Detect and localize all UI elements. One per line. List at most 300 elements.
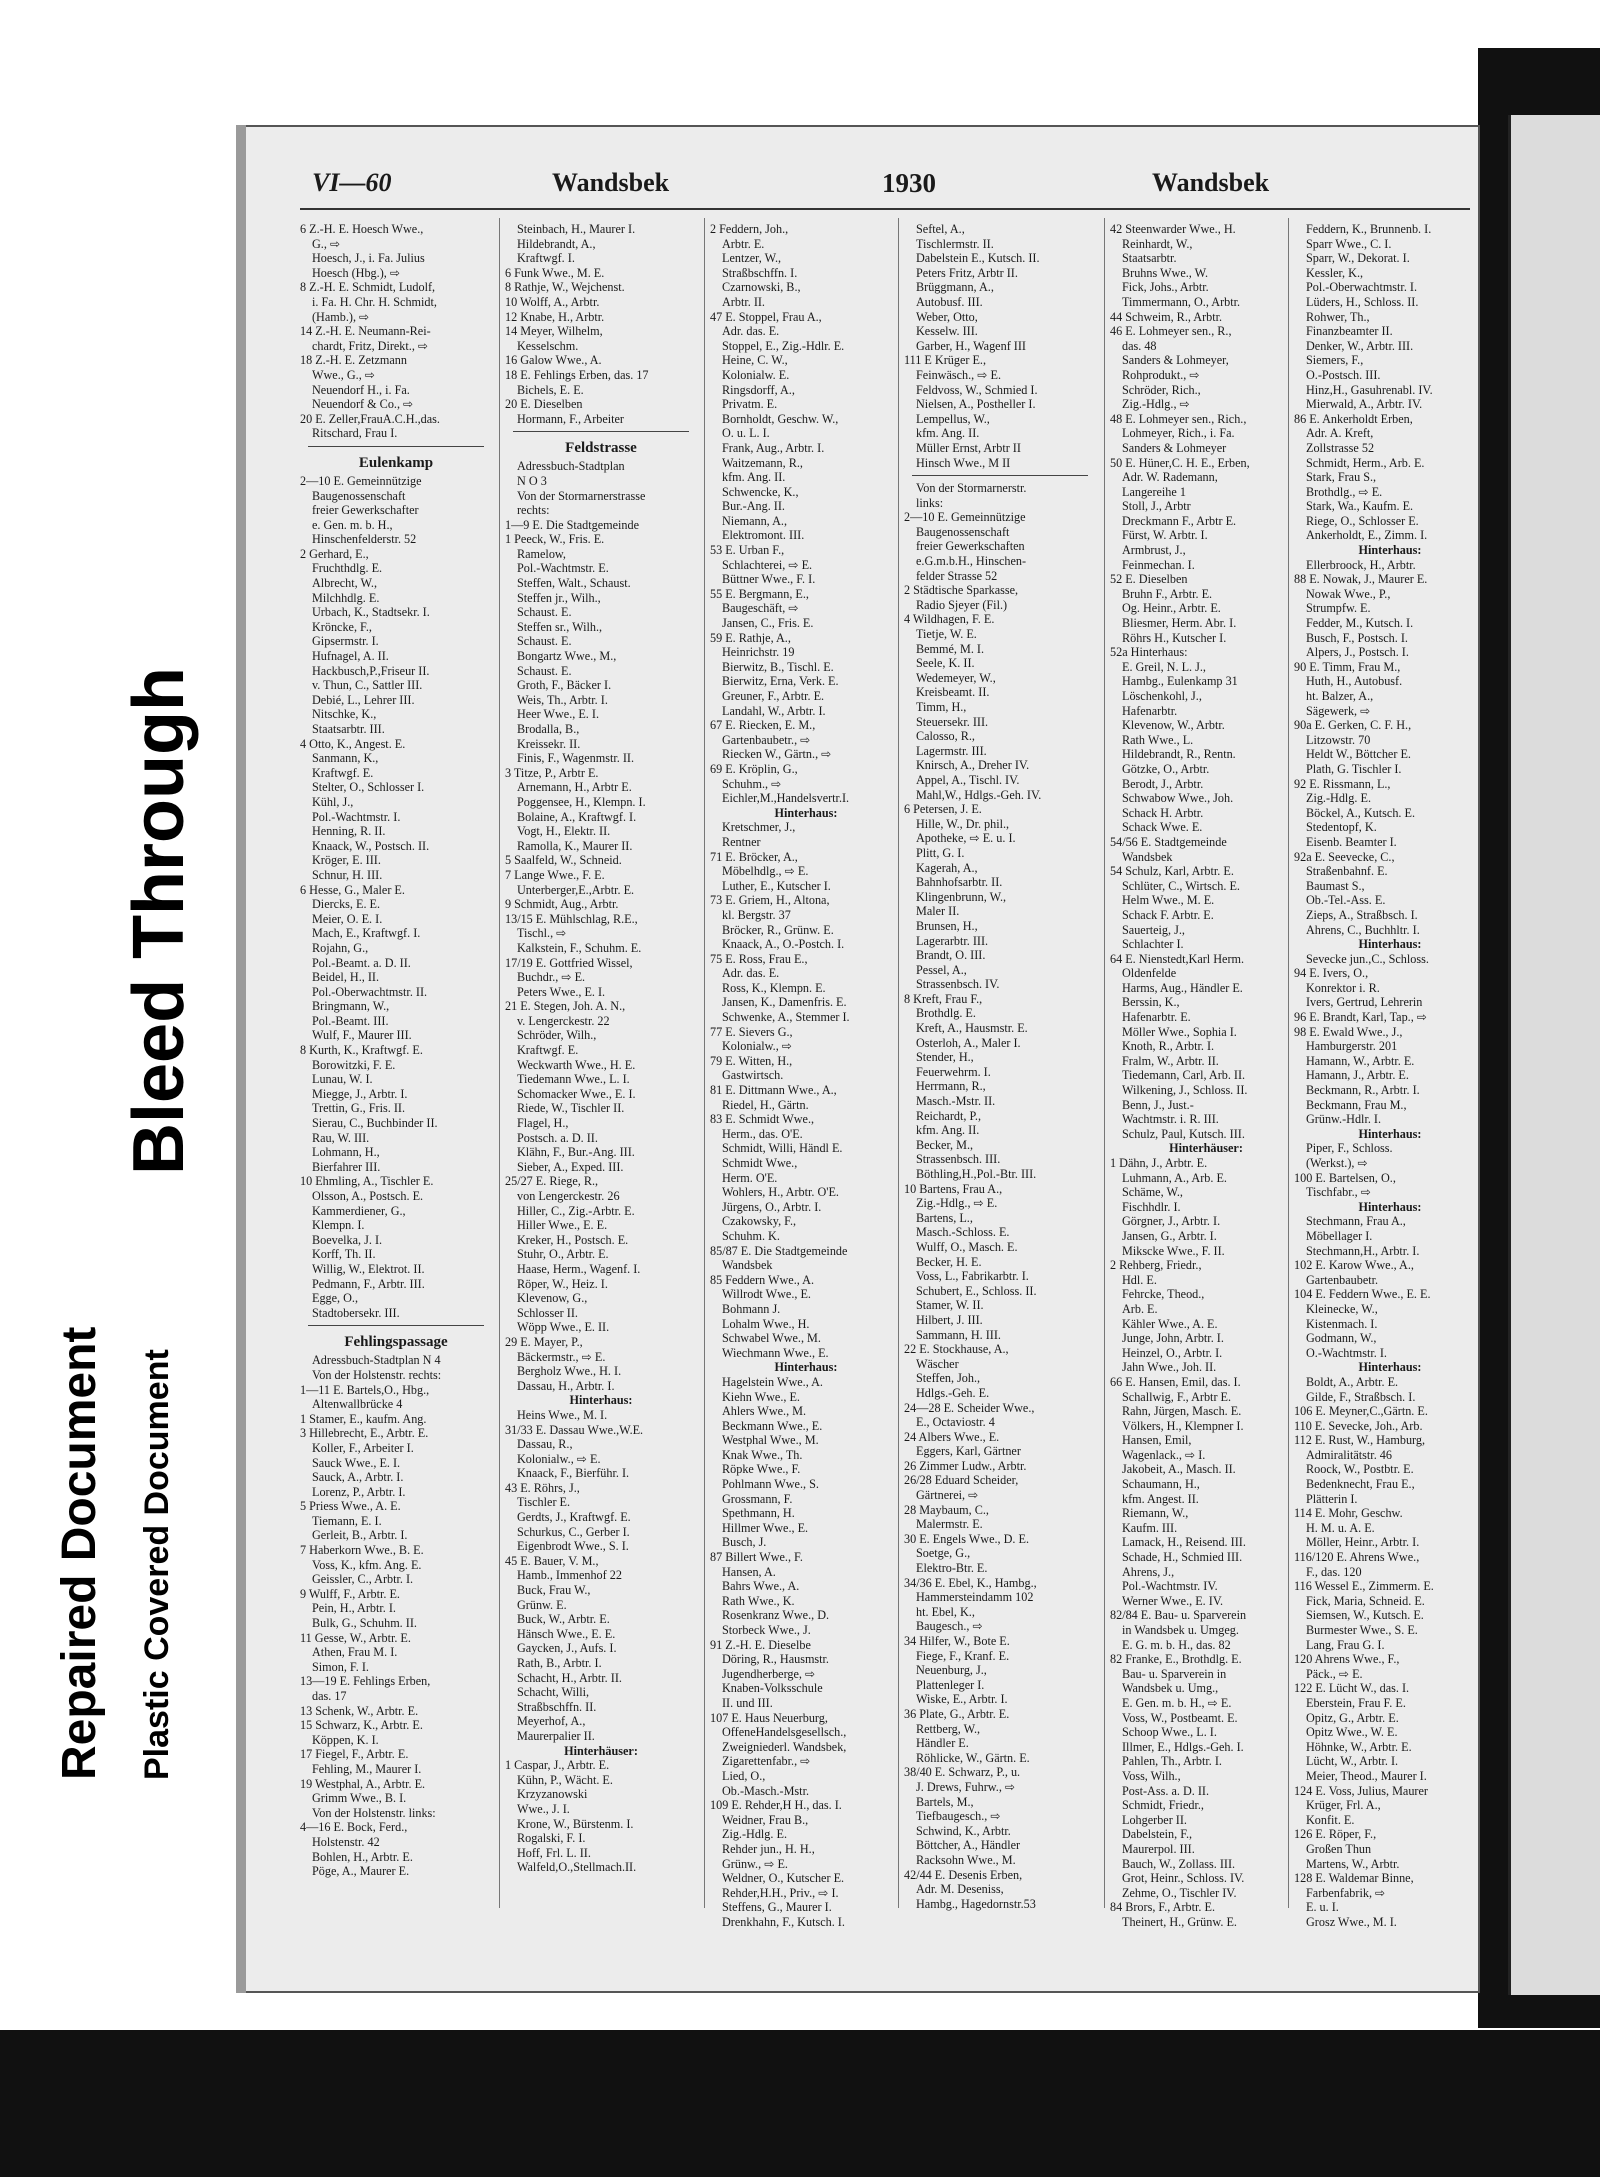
directory-entry: 53 E. Urban F., bbox=[710, 543, 785, 558]
directory-entry: Tiefbaugesch., ⇨ bbox=[916, 1809, 1001, 1824]
directory-entry: Luhmann, A., Arb. E. bbox=[1122, 1170, 1227, 1185]
directory-entry: Schäme, W., bbox=[1122, 1185, 1183, 1200]
section-divider bbox=[308, 446, 484, 447]
directory-entry: Schlosser II. bbox=[517, 1305, 578, 1320]
directory-entry: Adr. das. E. bbox=[722, 966, 780, 981]
directory-entry: Adr. A. Kreft, bbox=[1306, 426, 1374, 441]
directory-entry: Pohlmann Wwe., S. bbox=[722, 1477, 819, 1492]
directory-entry: Westphal Wwe., M. bbox=[722, 1433, 819, 1448]
directory-entry: O. u. L. I. bbox=[722, 426, 770, 441]
directory-entry: Tischler E. bbox=[517, 1495, 571, 1510]
directory-entry: Bolaine, A., Kraftwgf. I. bbox=[517, 809, 637, 824]
directory-entry: das. 17 bbox=[312, 1689, 347, 1703]
directory-entry: Hänsch Wwe., E. E. bbox=[517, 1626, 616, 1641]
directory-entry: Schoop Wwe., L. I. bbox=[1122, 1725, 1217, 1740]
directory-entry: 104 E. Feddern Wwe., E. E. bbox=[1294, 1287, 1431, 1302]
directory-entry: Hildebrandt, A., bbox=[517, 236, 596, 251]
directory-entry: Eichler,M.,Handelsvertr.I. bbox=[722, 791, 850, 806]
section-divider bbox=[308, 1325, 484, 1326]
directory-entry: Werner Wwe., E. IV. bbox=[1122, 1593, 1224, 1608]
directory-entry: v. Thun, C., Sattler III. bbox=[312, 678, 423, 693]
directory-entry: Lang, Frau G. I. bbox=[1306, 1637, 1385, 1652]
directory-entry: Wagenlack., ⇨ I. bbox=[1122, 1447, 1206, 1462]
directory-entry: Schaust. E. bbox=[517, 634, 572, 649]
directory-entry: Herrmann, R., bbox=[916, 1079, 986, 1094]
directory-entry: felder Strasse 52 bbox=[916, 568, 998, 583]
directory-entry: Opitz, G., Arbtr. E. bbox=[1306, 1710, 1399, 1725]
directory-entry: Schmidt Wwe., bbox=[722, 1156, 798, 1170]
directory-entry: Pol.-Wachtmstr. I. bbox=[312, 809, 401, 824]
directory-entry: Tischl., ⇨ bbox=[517, 926, 567, 941]
directory-entry: 8 Kreft, Frau F., bbox=[904, 991, 983, 1006]
directory-entry: 10 Wolff, A., Arbtr. bbox=[505, 294, 600, 309]
directory-entry: Hamburgerstr. 201 bbox=[1306, 1039, 1398, 1054]
directory-entry: Willrodt Wwe., E. bbox=[722, 1287, 811, 1302]
street-heading: Feldstrasse bbox=[565, 440, 637, 457]
directory-entry: (Werkst.), ⇨ bbox=[1306, 1156, 1368, 1170]
directory-entry: 96 E. Brandt, Karl, Tap., ⇨ bbox=[1294, 1010, 1428, 1025]
directory-entry: Sammann, H. III. bbox=[916, 1327, 1001, 1342]
directory-entry: 75 E. Ross, Frau E., bbox=[710, 951, 808, 966]
directory-entry: Rath Wwe., L. bbox=[1122, 732, 1194, 747]
directory-entry: Bliesmer, Herm. Abr. I. bbox=[1122, 616, 1237, 631]
directory-entry: Fiege, F., Kranf. E. bbox=[916, 1648, 1010, 1663]
directory-entry: Weber, Otto, bbox=[916, 309, 978, 324]
directory-entry: freier Gewerkschafter bbox=[312, 503, 419, 518]
directory-entry: Arbtr. II. bbox=[722, 294, 765, 309]
directory-entry: Hille, W., Dr. phil., bbox=[916, 816, 1010, 831]
directory-entry: Arnemann, H., Arbtr E. bbox=[517, 780, 632, 795]
directory-entry: Sanders & Lohmeyer bbox=[1122, 440, 1227, 455]
directory-entry: Buck, Frau W., bbox=[517, 1583, 591, 1598]
directory-entry: Schaumann, H., bbox=[1122, 1477, 1200, 1492]
directory-entry: Bohlen, H., Arbtr. E. bbox=[312, 1849, 413, 1864]
directory-entry: 1 Stamer, E., kaufm. Ang. bbox=[300, 1411, 427, 1426]
directory-entry: Pol.-Beamt. III. bbox=[312, 1013, 389, 1028]
directory-entry: Osterloh, A., Maler I. bbox=[916, 1035, 1021, 1050]
directory-entry: Maler II. bbox=[916, 904, 960, 919]
directory-entry: Schwabow Wwe., Joh. bbox=[1122, 791, 1234, 806]
directory-entry: Voss, L., Fabrikarbtr. I. bbox=[916, 1269, 1029, 1284]
directory-entry: 8 Z.-H. E. Schmidt, Ludolf, bbox=[300, 280, 436, 295]
directory-entry: 90a E. Gerken, C. F. H., bbox=[1294, 718, 1412, 733]
directory-entry: 4—16 E. Bock, Ferd., bbox=[300, 1820, 408, 1835]
directory-entry: (Hamb.), ⇨ bbox=[312, 309, 370, 324]
directory-entry: Eberstein, Frau F. E. bbox=[1306, 1695, 1406, 1710]
directory-entry: Post-Ass. a. D. II. bbox=[1122, 1783, 1210, 1798]
directory-entry: Wedemeyer, W., bbox=[916, 670, 996, 685]
directory-entry: Trettin, G., Fris. II. bbox=[312, 1101, 405, 1116]
directory-entry: Lüders, H., Schloss. II. bbox=[1306, 294, 1419, 309]
directory-entry: Sauerteig, J., bbox=[1122, 922, 1185, 937]
directory-entry: Nitschke, K., bbox=[312, 707, 377, 722]
directory-entry: Reichardt, P., bbox=[916, 1108, 981, 1123]
directory-entry: Steuersekr. III. bbox=[916, 714, 989, 729]
directory-entry: Hiller, C., Zig.-Arbtr. E. bbox=[517, 1203, 635, 1218]
directory-entry: Kreker, H., Postsch. E. bbox=[517, 1232, 629, 1247]
directory-entry: Haase, Herm., Wagenf. I. bbox=[517, 1261, 641, 1276]
directory-entry: e.G.m.b.H., Hinschen- bbox=[916, 554, 1027, 569]
directory-entry: Arb. E. bbox=[1122, 1301, 1158, 1316]
directory-entry: Rojahn, G., bbox=[312, 940, 369, 955]
directory-entry: 6 Funk Wwe., M. E. bbox=[505, 265, 605, 280]
directory-entry: Milchhdlg. E. bbox=[312, 590, 380, 605]
directory-entry: Lamack, H., Reisend. III. bbox=[1122, 1535, 1246, 1550]
directory-entry: Stuhr, O., Arbtr. E. bbox=[517, 1247, 609, 1262]
directory-entry: Simon, F. I. bbox=[312, 1659, 369, 1674]
directory-entry: 77 E. Sievers G., bbox=[710, 1024, 793, 1039]
directory-entry: Krüger, Frl. A., bbox=[1306, 1798, 1381, 1813]
directory-entry: Borowitzki, F. E. bbox=[312, 1057, 396, 1072]
directory-column-4 bbox=[904, 222, 1096, 1911]
directory-entry: Neuendorf & Co., ⇨ bbox=[312, 397, 414, 412]
directory-entry: Mikscke Wwe., F. II. bbox=[1122, 1243, 1225, 1258]
directory-entry: Wwe., J. I. bbox=[517, 1801, 570, 1816]
directory-entry: Sparr, W., Dekorat. I. bbox=[1306, 251, 1410, 266]
directory-entry: Luther, E., Kutscher I. bbox=[722, 878, 831, 893]
directory-entry: 114 E. Mohr, Geschw. bbox=[1294, 1506, 1403, 1521]
directory-entry: Heinrichstr. 19 bbox=[722, 645, 795, 660]
directory-entry: Fick, Maria, Schneid. E. bbox=[1306, 1593, 1425, 1608]
directory-entry: Schaust. E. bbox=[517, 663, 572, 678]
directory-entry: Händler E. bbox=[916, 1736, 969, 1751]
directory-entry: Baugenossenschaft bbox=[312, 488, 406, 503]
directory-entry: Schlachter I. bbox=[1122, 937, 1184, 952]
directory-entry: Gilde, F., Straßbsch. I. bbox=[1306, 1389, 1416, 1404]
directory-entry: Finanzbeamter II. bbox=[1306, 324, 1393, 339]
directory-entry: Timmermann, O., Arbtr. bbox=[1122, 294, 1241, 309]
directory-entry: Schubert, E., Schloss. II. bbox=[916, 1283, 1037, 1298]
directory-entry: Kraftwgf. E. bbox=[312, 765, 374, 780]
header-right-title: Wandsbek bbox=[1152, 168, 1270, 197]
directory-entry: Stadtobersekr. III. bbox=[312, 1305, 400, 1320]
directory-entry: 18 E. Fehlings Erben, das. 17 bbox=[505, 367, 649, 382]
directory-entry: Becker, M., bbox=[916, 1137, 974, 1152]
directory-entry: Bruhns Wwe., W. bbox=[1122, 265, 1209, 280]
directory-entry: Tiedemann, Carl, Arb. II. bbox=[1122, 1068, 1246, 1083]
directory-entry: Drenkhahn, F., Kutsch. I. bbox=[722, 1914, 845, 1929]
directory-entry: 120 Ahrens Wwe., F., bbox=[1294, 1652, 1400, 1667]
directory-entry: Pol.-Wachtmstr. IV. bbox=[1122, 1579, 1218, 1594]
directory-entry: 7 Lange Wwe., F. E. bbox=[505, 867, 605, 882]
directory-entry: Hambg., Hagedornstr.53 bbox=[916, 1896, 1036, 1911]
directory-entry: Gerleit, B., Arbtr. I. bbox=[312, 1528, 408, 1543]
directory-entry: Wäscher bbox=[916, 1356, 959, 1371]
subsection-heading: Hinterhäuser: bbox=[1169, 1141, 1243, 1156]
directory-entry: Junge, John, Arbtr. I. bbox=[1122, 1331, 1224, 1346]
directory-entry: 106 E. Meyner,C.,Gärtn. E. bbox=[1294, 1404, 1428, 1419]
directory-entry: Berodt, J., Arbtr. bbox=[1122, 776, 1204, 791]
directory-entry: Schröder, Wilh., bbox=[517, 1028, 597, 1043]
directory-entry: Zweigniederl. Wandsbek, bbox=[722, 1739, 847, 1754]
directory-entry: Voss, Wilh., bbox=[1122, 1768, 1181, 1783]
directory-entry: Hufnagel, A. II. bbox=[312, 649, 389, 664]
directory-entry: 52 E. Dieselben bbox=[1110, 572, 1188, 587]
directory-entry: Kammerdiener, G., bbox=[312, 1203, 406, 1218]
directory-entry: Wiske, E., Arbtr. I. bbox=[916, 1692, 1008, 1707]
column-divider bbox=[1288, 218, 1289, 1908]
directory-entry: Knaben-Volksschule bbox=[722, 1681, 823, 1696]
directory-entry: 26/28 Eduard Scheider, bbox=[904, 1473, 1019, 1488]
directory-entry: 13 Schenk, W., Arbtr. E. bbox=[300, 1703, 419, 1718]
directory-entry: Privatm. E. bbox=[722, 397, 778, 412]
directory-entry: Bröcker, R., Grünw. E. bbox=[722, 922, 834, 937]
directory-entry: Rath, B., Arbtr. I. bbox=[517, 1656, 602, 1670]
directory-entry: 10 Bartens, Frau A., bbox=[904, 1181, 1003, 1196]
directory-entry: 69 E. Kröplin, G., bbox=[710, 761, 798, 776]
directory-entry: Brüggmann, A., bbox=[916, 280, 994, 295]
directory-entry: Stark, Frau S., bbox=[1306, 470, 1377, 485]
directory-entry: Calosso, R., bbox=[916, 729, 975, 744]
directory-entry: Langereihe 1 bbox=[1122, 484, 1186, 499]
directory-entry: 55 E. Bergmann, E., bbox=[710, 586, 809, 601]
directory-entry: 6 Petersen, J. E. bbox=[904, 802, 982, 817]
directory-entry: Knaack, F., Bierführ. I. bbox=[517, 1466, 630, 1481]
directory-entry: Steffen jr., Wilh., bbox=[517, 590, 601, 605]
directory-entry: Farbenfabrik, ⇨ bbox=[1306, 1885, 1386, 1900]
directory-entry: Kraftwgf. E. bbox=[517, 1043, 579, 1058]
directory-entry: 126 E. Röper, F., bbox=[1294, 1827, 1377, 1842]
directory-entry: Boevelka, J. I. bbox=[312, 1232, 383, 1247]
directory-entry: Schmidt, Herm., Arb. E. bbox=[1306, 455, 1425, 470]
directory-entry: Holstenstr. 42 bbox=[312, 1834, 380, 1849]
directory-entry: Adressbuch-Stadtplan N 4 bbox=[312, 1353, 441, 1368]
directory-entry: 66 E. Hansen, Emil, das. I. bbox=[1110, 1374, 1241, 1389]
directory-entry: Mach, E., Kraftwgf. I. bbox=[312, 926, 421, 941]
directory-entry: Krone, W., Bürstenm. I. bbox=[517, 1816, 634, 1831]
header-rule bbox=[300, 208, 1470, 210]
directory-entry: Wulf, F., Maurer III. bbox=[312, 1028, 412, 1043]
directory-entry: J. Drews, Fuhrw., ⇨ bbox=[916, 1779, 1016, 1794]
directory-entry: Miegge, J., Arbtr. I. bbox=[312, 1086, 408, 1101]
directory-entry: Fick, Johs., Arbtr. bbox=[1122, 280, 1209, 295]
directory-entry: Voss, W., Postbeamt. E. bbox=[1122, 1710, 1238, 1725]
directory-entry: Tischfabr., ⇨ bbox=[1306, 1185, 1371, 1200]
directory-entry: Böttcher, A., Händler bbox=[916, 1838, 1021, 1853]
directory-entry: Denker, W., Arbtr. III. bbox=[1306, 338, 1414, 353]
directory-entry: Berssin, K., bbox=[1122, 995, 1180, 1010]
directory-entry: Stechmann,H., Arbtr. I. bbox=[1306, 1243, 1420, 1258]
directory-entry: Theinert, H., Grünw. E. bbox=[1122, 1914, 1237, 1929]
directory-entry: Gastwirtsch. bbox=[722, 1068, 784, 1083]
directory-entry: Poggensee, H., Klempn. I. bbox=[517, 794, 646, 809]
directory-entry: Höhnke, W., Arbtr. E. bbox=[1306, 1739, 1412, 1754]
directory-entry: 26 Zimmer Ludw., Arbtr. bbox=[904, 1458, 1027, 1473]
directory-entry: Wöpp Wwe., E. II. bbox=[517, 1320, 610, 1335]
directory-entry: Hormann, F., Arbeiter bbox=[517, 411, 624, 426]
directory-entry: Grosz Wwe., M. I. bbox=[1306, 1914, 1397, 1929]
directory-entry: 3 Titze, P., Arbtr E. bbox=[505, 765, 599, 780]
directory-entry: Baugesch., ⇨ bbox=[916, 1619, 983, 1634]
directory-entry: Hoesch, J., i. Fa. Julius bbox=[312, 251, 425, 266]
directory-entry: Fehling, M., Maurer I. bbox=[312, 1761, 422, 1776]
directory-entry: Kessler, K., bbox=[1306, 265, 1364, 280]
directory-entry: 71 E. Bröcker, A., bbox=[710, 849, 798, 864]
subsection-heading: Hinterhaus: bbox=[774, 1360, 838, 1375]
directory-entry: Heldt W., Böttcher E. bbox=[1306, 747, 1411, 762]
directory-entry: Elektromont. III. bbox=[722, 528, 805, 543]
directory-entry: Beckmann, R., Arbtr. I. bbox=[1306, 1083, 1420, 1098]
directory-entry: Kiehn Wwe., E. bbox=[722, 1389, 800, 1404]
directory-entry: freier Gewerkschaften bbox=[916, 539, 1025, 554]
directory-entry: Lorenz, P., Arbtr. I. bbox=[312, 1484, 406, 1499]
directory-entry: Eigenbrodt Wwe., S. I. bbox=[517, 1539, 629, 1554]
directory-entry: Boldt, A., Arbtr. E. bbox=[1306, 1374, 1399, 1389]
directory-entry: Stechmann, Frau A., bbox=[1306, 1214, 1406, 1229]
directory-entry: Finis, F., Wagenmstr. II. bbox=[517, 751, 634, 766]
directory-entry: Rehder,H.H., Priv., ⇨ I. bbox=[722, 1885, 839, 1900]
directory-entry: Bulk, G., Schuhm. II. bbox=[312, 1616, 417, 1631]
directory-entry: 109 E. Rehder,H H., das. I. bbox=[710, 1798, 842, 1813]
directory-entry: 43 E. Röhrs, J., bbox=[505, 1480, 580, 1495]
directory-entry: Hackbusch,P.,Friseur II. bbox=[312, 663, 430, 678]
directory-entry: Konfit. E. bbox=[1306, 1812, 1355, 1827]
directory-entry: Steinbach, H., Maurer I. bbox=[517, 222, 636, 236]
directory-entry: Gartenbaubetr. bbox=[1306, 1272, 1379, 1287]
directory-entry: 46 E. Lohmeyer sen., R., bbox=[1110, 324, 1232, 339]
directory-entry: Racksohn Wwe., M. bbox=[916, 1852, 1016, 1867]
scan-margin-top bbox=[0, 0, 1600, 50]
directory-entry: Weis, Th., Arbtr. I. bbox=[517, 692, 608, 707]
directory-entry: Lohmeyer, Rich., i. Fa. bbox=[1122, 426, 1235, 441]
directory-entry: Meier, Theod., Maurer I. bbox=[1306, 1768, 1427, 1783]
directory-entry: v. Lengerckestr. 22 bbox=[517, 1013, 610, 1028]
directory-entry: Löschenkohl, J., bbox=[1122, 689, 1202, 703]
directory-entry: 92a E. Seevecke, C., bbox=[1294, 849, 1395, 864]
directory-entry: Lempellus, W., bbox=[916, 411, 990, 426]
directory-entry: Möller, Heinr., Arbtr. I. bbox=[1306, 1535, 1420, 1550]
directory-entry: 31/33 E. Dassau Wwe.,W.E. bbox=[505, 1422, 644, 1437]
directory-entry: Mierwald, A., Arbtr. IV. bbox=[1306, 397, 1423, 412]
directory-entry: Groth, F., Bäcker I. bbox=[517, 678, 612, 693]
directory-entry: 2—10 E. Gemeinnützige bbox=[300, 473, 422, 488]
directory-entry: Gipsermstr. I. bbox=[312, 634, 379, 649]
directory-entry: Huth, H., Autobusf. bbox=[1306, 674, 1403, 689]
directory-entry: Bahnhofsarbtr. II. bbox=[916, 875, 1003, 890]
directory-column-2 bbox=[505, 222, 697, 1875]
directory-entry: Bergholz Wwe., H. I. bbox=[517, 1364, 622, 1379]
directory-entry: Klähn, F., Bur.-Ang. III. bbox=[517, 1145, 635, 1160]
directory-entry: Heer Wwe., E. I. bbox=[517, 707, 600, 722]
directory-entry: Peters Wwe., E. I. bbox=[517, 984, 606, 999]
directory-entry: Schulz, Paul, Kutsch. III. bbox=[1122, 1126, 1245, 1141]
directory-entry: Tischlermstr. II. bbox=[916, 236, 994, 251]
directory-entry: Bierwitz, B., Tischl. E. bbox=[722, 659, 834, 674]
directory-entry: Lagerarbtr. III. bbox=[916, 933, 989, 948]
directory-entry: Stark, Wa., Kaufm. E. bbox=[1306, 499, 1414, 514]
column-divider bbox=[898, 218, 899, 1908]
directory-entry: Bartens, L., bbox=[916, 1210, 973, 1225]
directory-entry: Seele, K. II. bbox=[916, 656, 975, 671]
directory-entry: 15 Schwarz, K., Arbtr. E. bbox=[300, 1718, 423, 1733]
directory-entry: Plitt, G. I. bbox=[916, 845, 965, 860]
directory-entry: Möbellager I. bbox=[1306, 1228, 1373, 1243]
directory-entry: Von der Stormarnerstr. bbox=[916, 481, 1027, 496]
directory-entry: Feddern, K., Brunnenb. I. bbox=[1306, 222, 1432, 236]
directory-entry: 98 E. Ewald Wwe., J., bbox=[1294, 1024, 1403, 1039]
directory-entry: Arbtr. E. bbox=[722, 236, 765, 251]
directory-entry: Frank, Aug., Arbtr. I. bbox=[722, 440, 825, 455]
directory-entry: Schack H. Arbtr. bbox=[1122, 805, 1204, 820]
directory-entry: 47 E. Stoppel, Frau A., bbox=[710, 309, 822, 324]
directory-entry: Ellerbroock, H., Arbtr. bbox=[1306, 557, 1416, 572]
directory-entry: Strumpfw. E. bbox=[1306, 601, 1371, 616]
directory-entry: 2 Rehberg, Friedr., bbox=[1110, 1258, 1202, 1273]
directory-entry: 20 E. Zeller,FrauA.C.H.,das. bbox=[300, 411, 440, 426]
directory-entry: Jürgens, O., Arbtr. I. bbox=[722, 1199, 822, 1214]
directory-entry: Spethmann, H. bbox=[722, 1506, 795, 1521]
directory-entry: Zehme, O., Tischler IV. bbox=[1122, 1885, 1237, 1900]
header-left-title: Wandsbek bbox=[552, 168, 670, 197]
directory-entry: Rohprodukt., ⇨ bbox=[1122, 367, 1200, 382]
directory-entry: Klingenbrunn, W., bbox=[916, 889, 1007, 904]
directory-entry: Wilkening, J., Schloss. II. bbox=[1122, 1083, 1248, 1098]
subsection-heading: Hinterhaus: bbox=[1358, 937, 1422, 952]
directory-entry: Schmidt, Willi, Händl E. bbox=[722, 1141, 843, 1156]
directory-entry: 24 Albers Wwe., E. bbox=[904, 1429, 1000, 1444]
directory-entry: Knaack, W., Postsch. II. bbox=[312, 838, 430, 853]
directory-entry: Brunsen, H., bbox=[916, 918, 978, 933]
directory-entry: Fruchthdlg. E. bbox=[312, 561, 383, 576]
directory-entry: Dreckmann F., Arbtr E. bbox=[1122, 513, 1237, 528]
directory-entry: Radio Sjeyer (Fil.) bbox=[916, 597, 1008, 612]
directory-entry: Hilbert, J. III. bbox=[916, 1312, 983, 1327]
directory-entry: Ross, K., Klempn. E. bbox=[722, 980, 826, 995]
directory-entry: Godmann, W., bbox=[1306, 1331, 1377, 1346]
directory-entry: Rogalski, F. I. bbox=[517, 1831, 586, 1846]
directory-entry: Hildebrandt, R., Rentn. bbox=[1122, 747, 1236, 762]
directory-entry: Wandsbek bbox=[722, 1258, 773, 1273]
directory-entry: 25/27 E. Riege, R., bbox=[505, 1174, 599, 1189]
directory-entry: Röpke Wwe., F. bbox=[722, 1462, 801, 1477]
directory-entry: Debié, L., Lehrer III. bbox=[312, 692, 415, 707]
directory-entry: Unterberger,E.,Arbtr. E. bbox=[517, 882, 635, 897]
directory-entry: 7 Haberkorn Wwe., B. E. bbox=[300, 1543, 424, 1558]
directory-entry: 128 E. Waldemar Binne, bbox=[1294, 1871, 1414, 1886]
directory-entry: Straßenbahnf. E. bbox=[1306, 864, 1388, 879]
directory-entry: Müller Ernst, Arbtr II bbox=[916, 440, 1021, 455]
directory-column-6 bbox=[1294, 222, 1486, 1929]
directory-entry: Hamann, W., Arbtr. E. bbox=[1306, 1053, 1415, 1068]
directory-entry: Feuerwehrm. I. bbox=[916, 1064, 991, 1079]
directory-entry: Päck., ⇨ E. bbox=[1306, 1666, 1363, 1681]
directory-entry: Wohlers, H., Arbtr. O'E. bbox=[722, 1185, 839, 1200]
directory-entry: Strassenbsch. IV. bbox=[916, 977, 1000, 992]
directory-entry: Urbach, K., Stadtsekr. I. bbox=[312, 605, 430, 620]
directory-entry: Döring, R., Hausmstr. bbox=[722, 1652, 829, 1667]
directory-entry: Schwabel Wwe., M. bbox=[722, 1331, 821, 1346]
directory-entry: ht. Ebel, K., bbox=[916, 1604, 975, 1619]
directory-entry: Ob.-Masch.-Mstr. bbox=[722, 1783, 809, 1798]
directory-entry: Athen, Frau M. I. bbox=[312, 1645, 398, 1660]
directory-entry: Rosenkranz Wwe., D. bbox=[722, 1608, 830, 1623]
directory-entry: Masch.-Mstr. II. bbox=[916, 1094, 996, 1109]
directory-entry: Sieber, A., Exped. III. bbox=[517, 1159, 624, 1174]
directory-entry: Grimm Wwe., B. I. bbox=[312, 1791, 407, 1806]
directory-entry: 52a Hinterhaus: bbox=[1110, 645, 1188, 660]
directory-entry: Riedel, H., Gärtn. bbox=[722, 1097, 809, 1112]
directory-entry: Steffen sr., Wilh., bbox=[517, 619, 603, 634]
directory-entry: Kolonialw., ⇨ bbox=[722, 1039, 793, 1054]
directory-entry: N O 3 bbox=[517, 473, 547, 488]
directory-entry: Klevenow, W., Arbtr. bbox=[1122, 718, 1225, 733]
directory-entry: Heine, C. W., bbox=[722, 353, 788, 368]
directory-entry: Garber, H., Wagenf III bbox=[916, 338, 1026, 353]
directory-entry: 88 E. Nowak, J., Maurer E. bbox=[1294, 572, 1428, 587]
directory-entry: Jansen, K., Damenfris. E. bbox=[722, 995, 847, 1010]
directory-entry: Pedmann, F., Arbtr. III. bbox=[312, 1276, 425, 1291]
directory-entry: Pol.-Beamt. a. D. II. bbox=[312, 955, 411, 970]
